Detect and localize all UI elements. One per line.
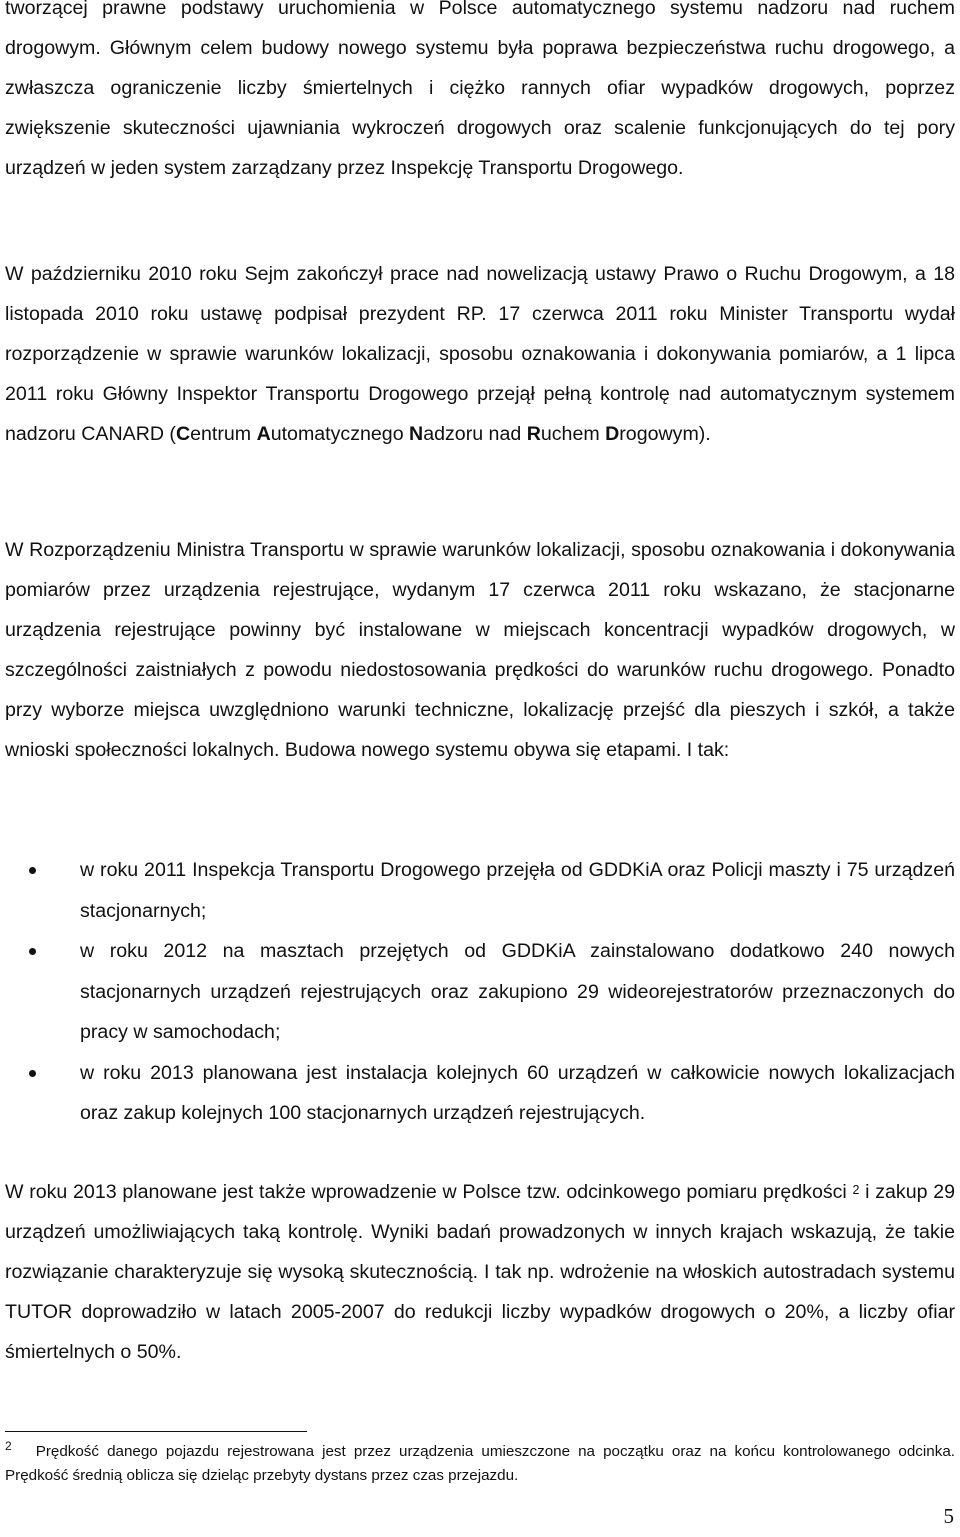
acronym-word-2: utomatycznego [270,423,410,445]
bullet-icon [29,867,36,874]
acronym-letter-a: A [256,423,271,445]
paragraph-section-speed [5,1172,955,1372]
acronym-word-4: uchem [540,423,606,445]
list-item [5,850,955,931]
footnote-divider [5,1431,307,1432]
bullet-icon [29,948,36,955]
acronym-letter-d: D [605,423,620,445]
paragraph-section-speed-text-1: W roku 2013 planowane jest także wprowadzenie w Polsce tzw. odcinkowego pomiaru prędkości [5,1181,853,1203]
acronym-letter-c: C [175,423,191,445]
acronym-word-3: adzoru nad [423,423,527,445]
list-item [5,1053,955,1134]
paragraph-law-amendment-text: W październiku 2010 roku Sejm zakończył prace nad nowelizacją ustawy Prawo o Ruchu Drogowym, a 18 listopada 2010 roku ustawę podpisał prezydent RP. 17 czerwca 2011 roku Minister Transportu wydał rozporządzenie w sprawie warunków lokalizacji, sposobu oznakowania i dokonywania pomiarów, a 1 lipca 2011 roku Główny Inspektor Transportu Drogowego przejął pełną kontrolę nad automatycznym systemem nadzoru CANARD ( [5,263,955,445]
footnote-text: Prędkość danego pojazdu rejestrowana jest przez urządzenia umieszczone na początku oraz na końcu kontrolowanego odcinka. Prędkość średnią oblicza się dzieląc przebyty dystans przez czas przejazdu. [5,1443,955,1484]
paragraph-section-speed-text-2: i zakup 29 urządzeń umożliwiających taką kontrolę. Wyniki badań prowadzonych w innych krajach wskazują, że takie rozwiązanie charakteryzuje się wysoką skutecznością. I tak np. wdrożenie na włoskich autostradach systemu TUTOR doprowadziło w latach 2005-2007 do redukcji liczby wypadków drogowych o 20%, a liczby ofiar śmiertelnych o 50%. [5,1181,956,1363]
stages-list [5,850,955,1134]
paragraph-canard-intro: tworzącej prawne podstawy uruchomienia w Polsce automatycznego systemu nadzoru nad ruchem drogowym. Głównym celem budowy nowego systemu była poprawa bezpieczeństwa ruchu drogowego, a zwłaszcza ograniczenie liczby śmiertelnych i ciężko rannych ofiar wypadków drogowych, poprzez zwiększenie skuteczności ujawniania wykroczeń drogowych oraz scalenie funkcjonujących do tej pory urządzeń w jeden system zarządzany przez Inspekcję Transportu Drogowego. [5,0,955,179]
acronym-letter-r: R [526,423,541,445]
list-item-text: w roku 2012 na masztach przejętych od GDDKiA zainstalowano dodatkowo 240 nowych stacjonarnych urządzeń rejestrujących oraz zakupiono 29 wideorejestratorów przeznaczonych do pracy w samochodach; [80,940,955,1043]
page-number: 5 [943,1504,954,1528]
acronym-letter-n: N [409,423,424,445]
paragraph-regulation: W Rozporządzeniu Ministra Transportu w sprawie warunków lokalizacji, sposobu oznakowania i dokonywania pomiarów przez urządzenia rejestrujące, wydanym 17 czerwca 2011 roku wskazano, że stacjonarne urządzenia rejestrujące powinny być instalowane w miejscach koncentracji wypadków drogowych, w szczególności zaistniałych z powodu niedostosowania prędkości do warunków ruchu drogowego. Ponadto przy wyborze miejsca uwzględniono warunki techniczne, lokalizację przejść dla pieszych i szkół, a także wnioski społeczności lokalnych. Budowa nowego systemu obywa się etapami. I tak: [5,539,955,761]
footnote [5,1440,955,1487]
footnote-reference[interactable]: 2 [852,1183,860,1197]
bullet-icon [29,1070,36,1077]
acronym-word-1: entrum [190,423,257,445]
footnote-number: 2 [5,1439,12,1453]
list-item [5,931,955,1053]
list-item-text: w roku 2011 Inspekcja Transportu Drogowego przejęła od GDDKiA oraz Policji maszty i 75 urządzeń stacjonarnych; [80,859,955,922]
paragraph-law-amendment [5,254,955,454]
acronym-word-5: rogowym). [619,423,711,445]
list-item-text: w roku 2013 planowana jest instalacja kolejnych 60 urządzeń w całkowicie nowych lokalizacjach oraz zakup kolejnych 100 stacjonarnych urządzeń rejestrujących. [80,1061,955,1124]
